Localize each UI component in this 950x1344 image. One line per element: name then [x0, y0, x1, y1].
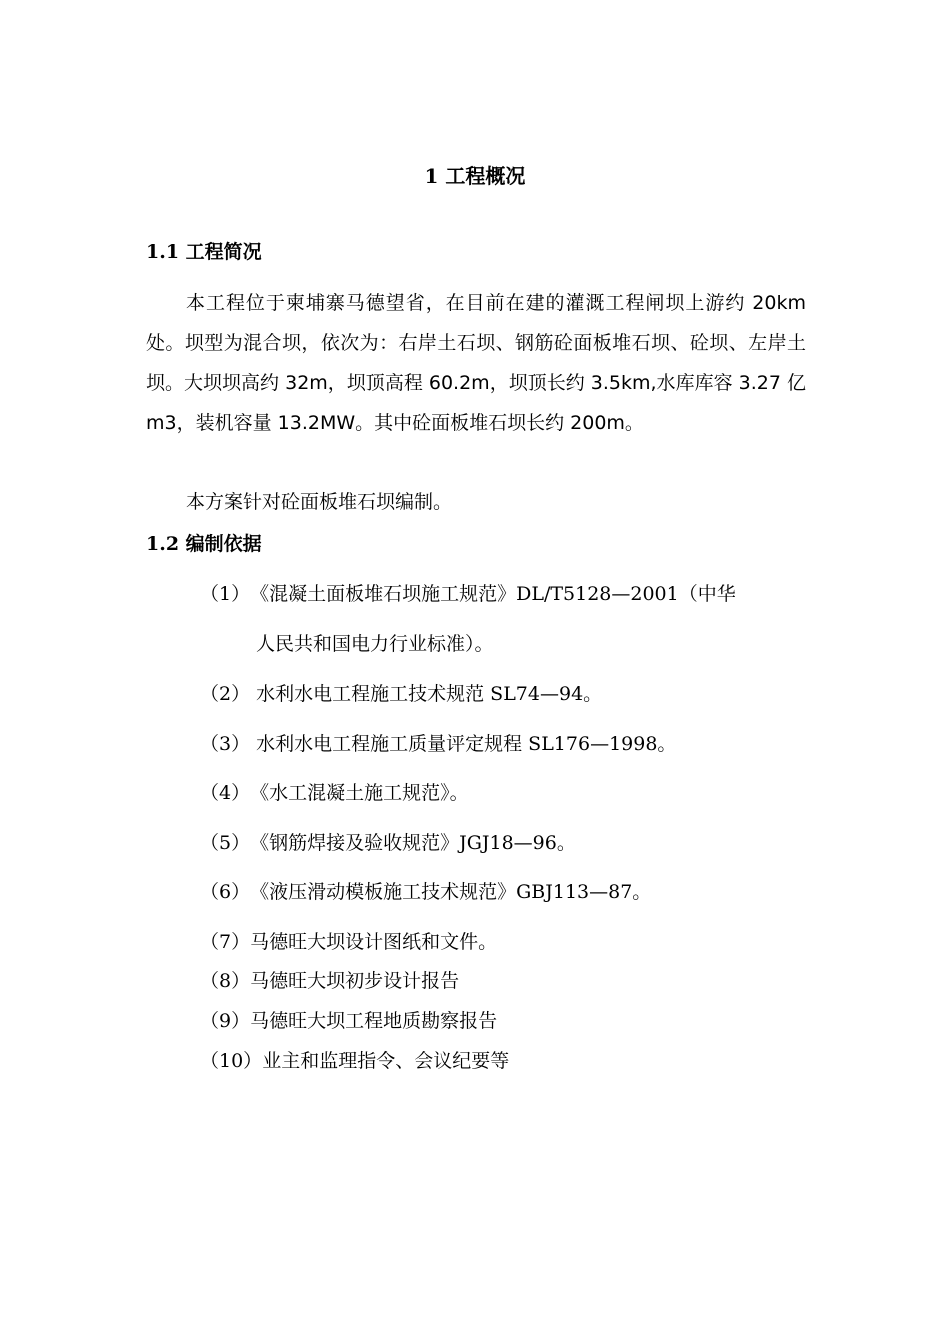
reference-item [200, 779, 469, 807]
scope-paragraph: 本方案针对砼面板堆石坝编制。 [186, 491, 453, 513]
reference-number: （6） [200, 881, 251, 903]
reference-text: 马德旺大坝设计图纸和文件。 [250, 931, 498, 953]
reference-number: （3） [200, 733, 251, 755]
section-heading-1-1: 1.1 工程简况 [146, 241, 262, 263]
reference-item [200, 928, 497, 956]
reference-number: （5） [200, 832, 251, 854]
reference-text: 马德旺大坝工程地质勘察报告 [250, 1010, 498, 1032]
reference-text-continued: 人民共和国电力行业标准）。 [256, 633, 494, 655]
reference-number: （2） [200, 683, 251, 705]
reference-text: 《钢筋焊接及验收规范》JGJ18—96。 [250, 832, 576, 854]
reference-text: 业主和监理指令、会议纪要等 [262, 1050, 510, 1072]
reference-number: （1） [200, 583, 251, 605]
reference-text: 《混凝土面板堆石坝施工规范》DL/T5128—2001（中华 [250, 583, 736, 605]
reference-item [200, 829, 576, 857]
reference-item [200, 967, 459, 995]
reference-number: （4） [200, 782, 251, 804]
reference-item [200, 730, 676, 758]
project-overview-paragraph: 本工程位于柬埔寨马德望省，在目前在建的灌溉工程闸坝上游约 20km 处。坝型为混合坝，依次为：右岸土石坝、钢筋砼面板堆石坝、砼坝、左岸土坝。大坝坝高约 32m，坝顶高程 60.2m，坝顶长约 3.5km,水库库容 3.27 亿 m3，装机容量 13.2MW。其中砼面板堆石坝长约 200m。 [146, 292, 806, 434]
reference-number: （9） [200, 1010, 251, 1032]
reference-number: （10） [200, 1050, 263, 1072]
reference-number: （8） [200, 970, 251, 992]
reference-item [200, 1047, 509, 1075]
reference-item [200, 878, 651, 906]
reference-text: 水利水电工程施工质量评定规程 SL176—1998。 [250, 733, 677, 755]
reference-text: 《水工混凝土施工规范》。 [250, 782, 469, 804]
chapter-title: 1 工程概况 [424, 164, 526, 188]
reference-number: （7） [200, 931, 251, 953]
reference-text: 《液压滑动模板施工技术规范》GBJ113—87。 [250, 881, 652, 903]
section-heading-1-2: 1.2 编制依据 [146, 533, 262, 555]
reference-item [200, 1007, 497, 1035]
reference-item [200, 580, 810, 658]
reference-text: 水利水电工程施工技术规范 SL74—94。 [250, 683, 603, 705]
reference-item [200, 680, 602, 708]
reference-text: 马德旺大坝初步设计报告 [250, 970, 460, 992]
